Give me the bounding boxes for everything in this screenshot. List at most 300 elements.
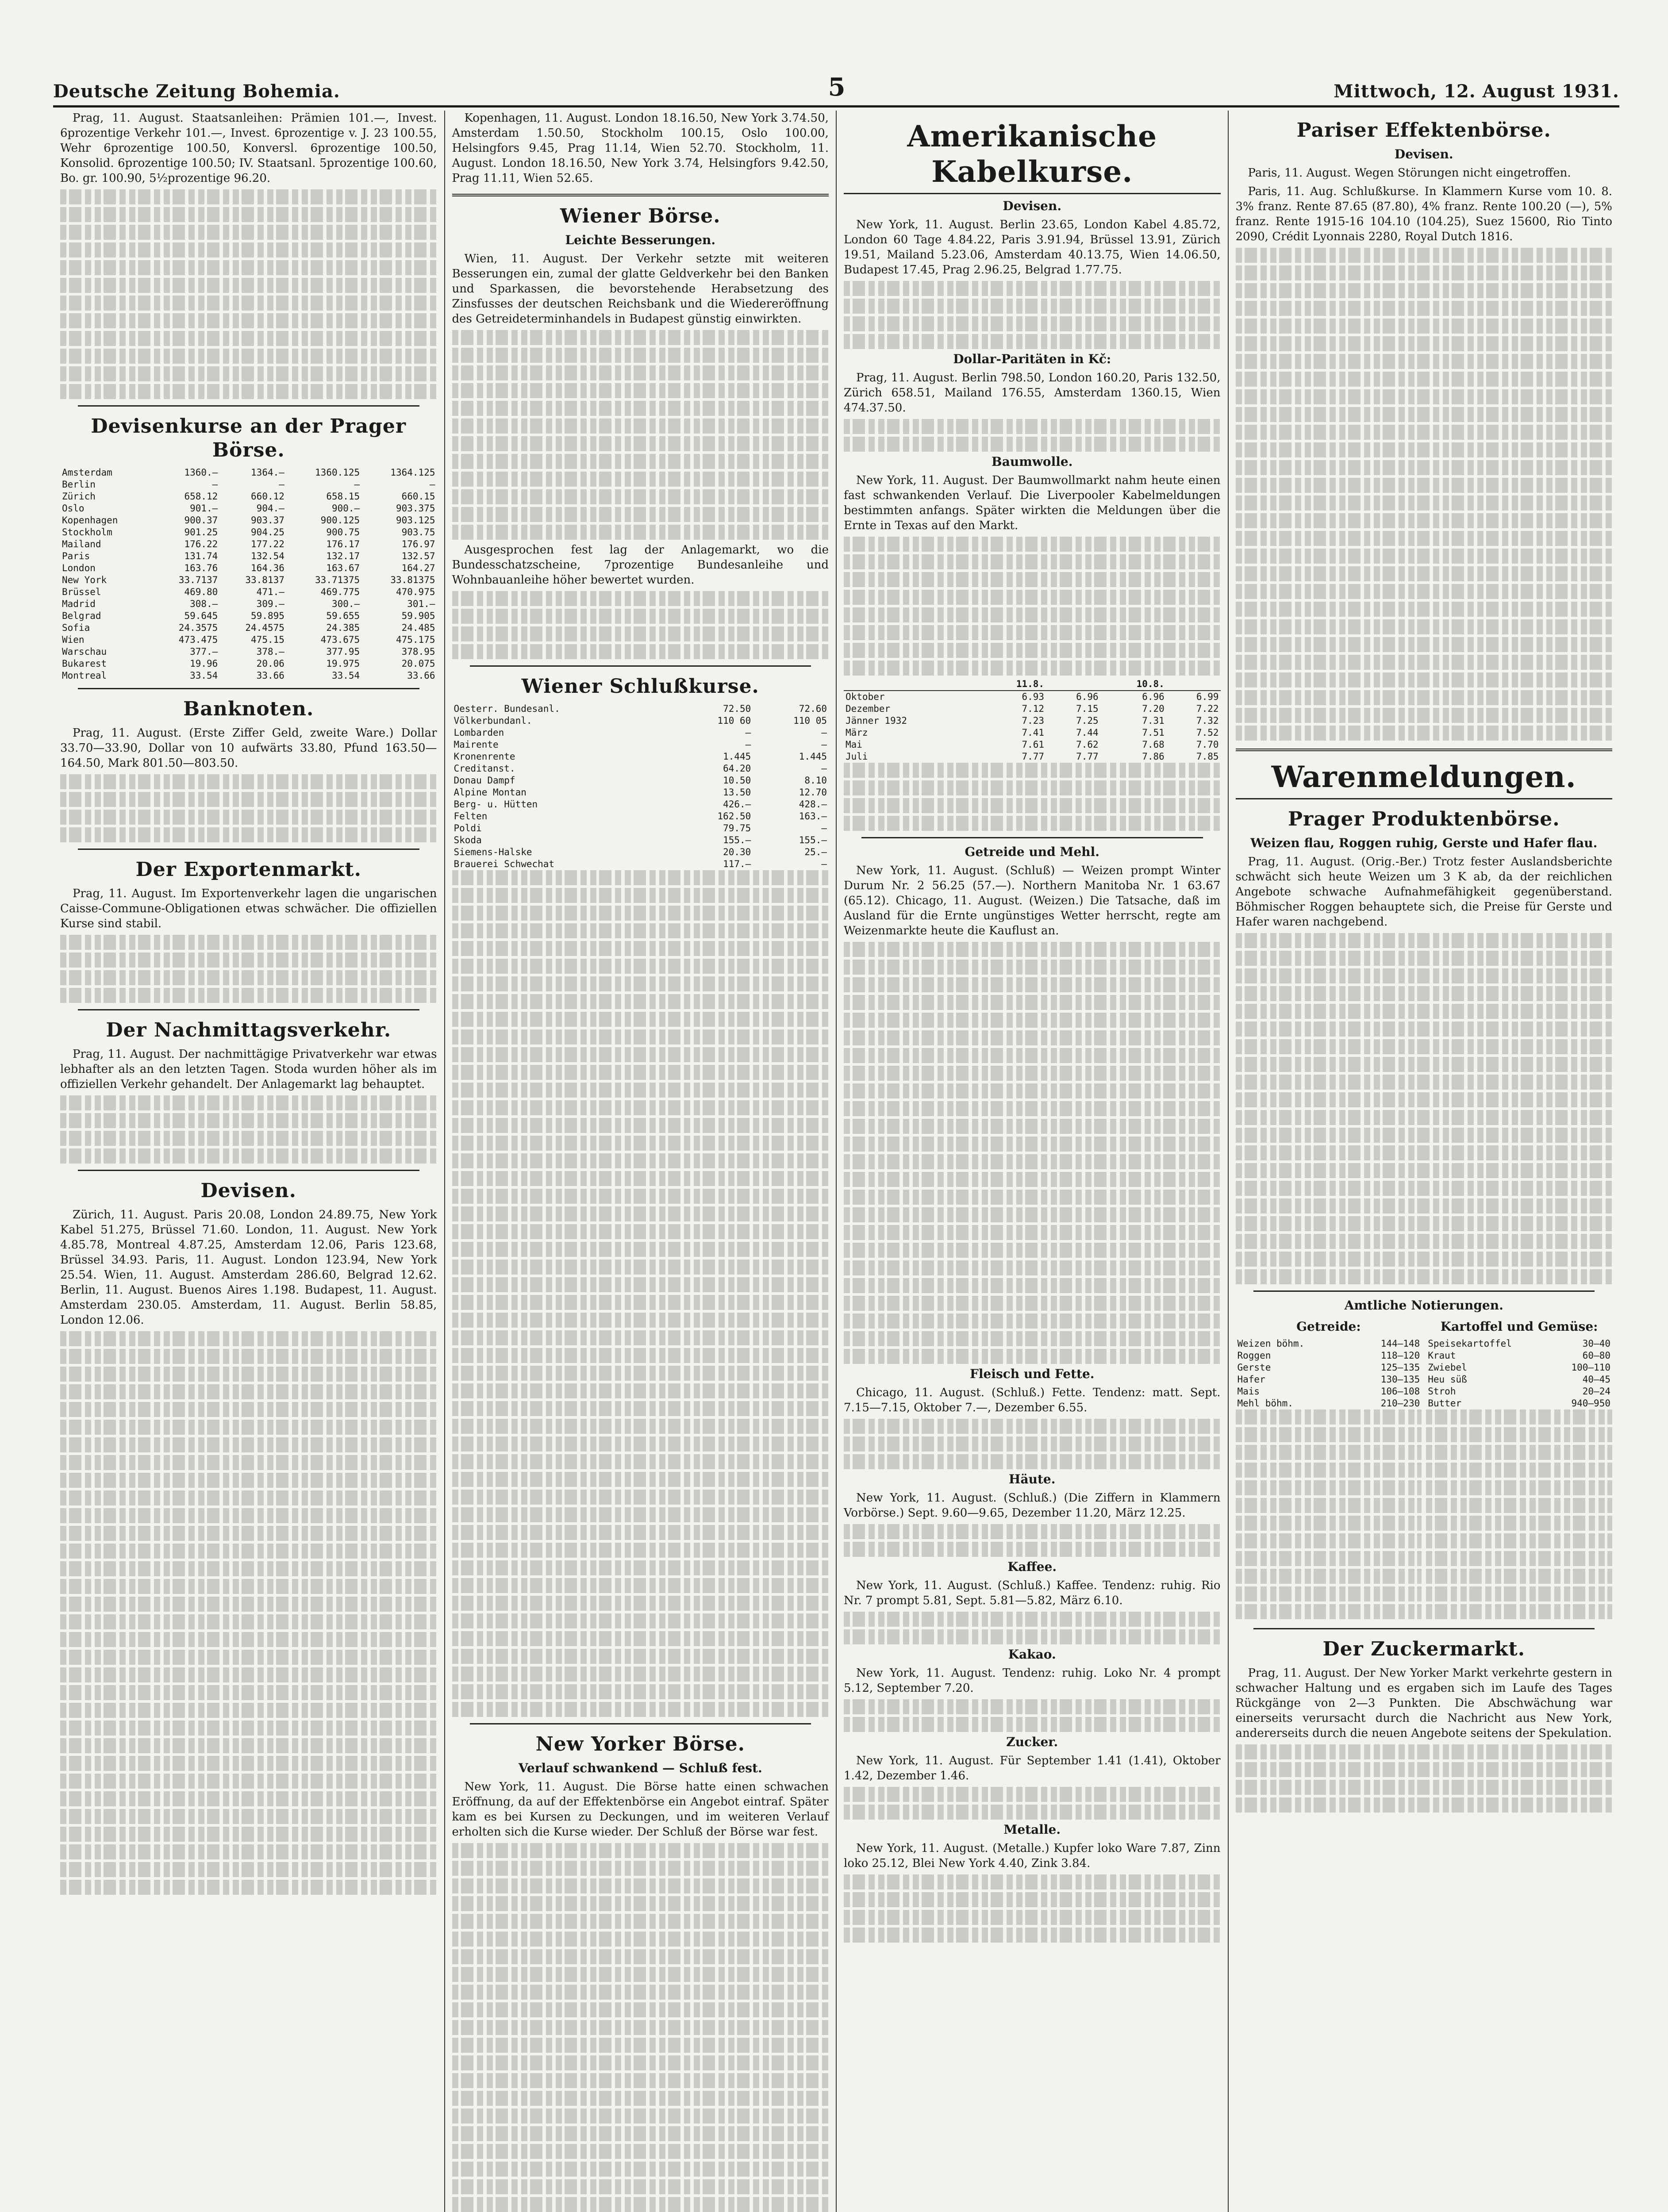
issue-date: Mittwoch, 12. August 1931. <box>1334 81 1619 102</box>
devisen-row <box>60 574 437 586</box>
row-value: 308.— <box>190 599 218 609</box>
row-value: 12.70 <box>799 787 827 798</box>
row-value: 164.36 <box>251 563 284 573</box>
cotton-header-row: 11.8. 10.8. <box>844 678 1221 691</box>
row-label: Mai <box>846 739 862 750</box>
schlusskurs-row <box>452 858 829 870</box>
wiener-boerse-text: Wien, 11. August. Der Verkehr setzte mit weiteren Besserungen ein, zumal der glatte Geldverkehr bei den Banken und Sparkassen, die bevorstehende Herabsetzung des Zinsfusses der deutschen Reichsbank und die Wiedereröffnung des Getreideterminhandels in Budapest günstig einwirkten. <box>452 252 829 326</box>
row-value: 475.175 <box>396 634 435 645</box>
schlusskurs-row <box>452 846 829 858</box>
devisen-row <box>60 622 437 634</box>
devisen-row <box>60 526 437 538</box>
row-label: Sofia <box>62 622 90 633</box>
amtliche-notierungen-title: Amtliche Notierungen. <box>1344 1298 1503 1313</box>
row-label: Oslo <box>62 503 85 514</box>
row-value: 59.905 <box>401 611 435 621</box>
schlusskurs-row <box>452 775 829 787</box>
row-label: Roggen <box>1237 1350 1271 1361</box>
row-value: 1364.— <box>251 467 284 478</box>
exportenmarkt-title: Der Exportenmarkt. <box>135 858 361 881</box>
row-value: 19.975 <box>326 658 360 669</box>
row-label: Paris <box>62 551 90 561</box>
devisen-row <box>60 610 437 622</box>
wiener-schlusskurse-title: Wiener Schlußkurse. <box>521 675 759 698</box>
fleisch-text: Chicago, 11. August. (Schluß.) Fette. Tendenz: matt. Sept. 7.15—7.15, Oktober 7.—, Dezember 6.55. <box>844 1386 1221 1414</box>
row-value: 72.60 <box>799 703 827 714</box>
notierung-row <box>1426 1374 1612 1386</box>
row-value: 33.54 <box>331 670 360 681</box>
notierung-row <box>1236 1398 1422 1409</box>
row-value: 7.68 <box>1142 739 1165 750</box>
produktenboerse-text: Prag, 11. August. (Orig.-Ber.) Trotz fester Auslandsberichte schwächt sich heute Weizen um 3 K ab, da der reichlichen Angebote schwache Aufnahmefähigkeit gegenüberstand. Böhmischer Roggen behauptete sich, die Preise für Gerste und Hafer waren nachgebend. <box>1235 855 1612 929</box>
row-label: Stockholm <box>62 527 112 538</box>
devisen-row <box>60 550 437 562</box>
row-value: 25.— <box>804 847 827 857</box>
row-value: — <box>279 479 284 490</box>
row-label: Zwiebel <box>1428 1362 1467 1373</box>
getreide-table <box>1236 1338 1422 1409</box>
zucker-text: New York, 11. August. Für September 1.41 (1.41), Oktober 1.42, Dezember 1.46. <box>844 1754 1221 1782</box>
row-value: 377.95 <box>326 646 360 657</box>
row-value: 7.86 <box>1142 751 1165 762</box>
row-value: 7.23 <box>1022 715 1045 726</box>
row-value: 33.71375 <box>315 575 360 585</box>
row-value: 658.12 <box>184 491 218 502</box>
row-value: 301.— <box>407 599 435 609</box>
pariser-devisen-subtitle: Devisen. <box>1394 147 1453 161</box>
notierung-row <box>1236 1386 1422 1398</box>
row-value: 13.50 <box>723 787 751 798</box>
pariser-text: Paris, 11. August. Wegen Störungen nicht eingetroffen. <box>1248 166 1571 180</box>
schlusskurs-row <box>452 834 829 846</box>
row-value: 72.50 <box>723 703 751 714</box>
schlusskurs-row <box>452 751 829 763</box>
kabel-devisen-subtitle: Devisen. <box>1003 199 1062 213</box>
row-value: 6.96 <box>1142 691 1165 702</box>
row-value: 30—40 <box>1582 1338 1610 1349</box>
notierung-row <box>1236 1338 1422 1350</box>
row-value: 7.61 <box>1022 739 1045 750</box>
row-value: — <box>821 739 827 750</box>
row-value: 7.12 <box>1022 703 1045 714</box>
devisen-title: Devisen. <box>200 1179 296 1202</box>
wiener-schlusskurse-table <box>452 703 829 870</box>
row-value: 7.25 <box>1076 715 1099 726</box>
row-value: 163.— <box>799 811 827 822</box>
row-value: 33.81375 <box>390 575 435 585</box>
row-value: 7.32 <box>1196 715 1219 726</box>
column-4 <box>1229 111 1620 2212</box>
metalle-text: New York, 11. August. (Metalle.) Kupfer loko Ware 7.87, Zinn loko 25.12, Blei New York 4.40, Zink 3.84. <box>844 1842 1221 1870</box>
row-value: 426.— <box>723 799 751 810</box>
devisen-row <box>60 634 437 646</box>
devisen-text: Zürich, 11. August. Paris 20.08, London 24.89.75, New York Kabel 51.275, Brüssel 71.60. London, 11. August. New York 4.85.78, Montreal 4.87.25, Amsterdam 12.06, Paris 123.68, Brüssel 34.93. Paris, 11. August. London 123.94, New York 25.54. Wien, 11. August. Amsterdam 286.60, Belgrad 12.62. Berlin, 11. August. Buenos Aires 1.198. Budapest, 11. August. Amsterdam 230.05. Amsterdam, 11. August. Berlin 58.85, London 12.06. <box>60 1208 437 1327</box>
row-value: 7.70 <box>1196 739 1219 750</box>
row-value: 155.— <box>799 835 827 845</box>
row-label: Kraut <box>1428 1350 1456 1361</box>
kartoffel-heading: Kartoffel und Gemüse: <box>1440 1319 1598 1334</box>
row-value: 132.57 <box>401 551 435 561</box>
row-value: 24.3575 <box>178 622 218 633</box>
row-value: 33.7137 <box>178 575 218 585</box>
row-label: Jänner 1932 <box>846 715 907 726</box>
row-value: 176.97 <box>401 539 435 549</box>
row-label: Oktober <box>846 691 885 702</box>
pariser-text-2: Paris, 11. Aug. Schlußkurse. In Klammern Kurse vom 10. 8. 3% franz. Rente 87.65 (87.80), 4% franz. Rente 100.20 (—), 5% franz. Rente 1915-16 104.10 (104.25), Suez 15600, Rio Tinto 2090, Crédit Lyonnais 2280, Royal Dutch 1816. <box>1235 185 1612 243</box>
row-label: Oesterr. Bundesanl. <box>454 703 560 714</box>
nachmittag-text: Prag, 11. August. Der nachmittägige Privatverkehr war etwas lebhafter als an den letzten Tagen. Stoda wurden höher als im offiziellen Verkehr gehandelt. Der Anlagemarkt lag behauptet. <box>60 1048 437 1091</box>
row-value: 176.22 <box>184 539 218 549</box>
devisenkurse-table <box>60 467 437 682</box>
row-value: 940—950 <box>1571 1398 1610 1409</box>
row-value: 24.385 <box>326 622 360 633</box>
column-3 <box>837 111 1229 2212</box>
column-2 <box>445 111 837 2212</box>
row-value: 903.375 <box>396 503 435 514</box>
row-value: 300.— <box>331 599 360 609</box>
row-value: 7.22 <box>1196 703 1219 714</box>
row-label: Creditanst. <box>454 763 515 774</box>
row-value: 900.75 <box>326 527 360 538</box>
wiener-boerse-subtitle: Leichte Besserungen. <box>565 233 716 247</box>
row-label: Siemens-Halske <box>454 847 532 857</box>
paper-title: Deutsche Zeitung Bohemia. <box>53 81 340 102</box>
row-value: 378.95 <box>401 646 435 657</box>
row-value: 60—80 <box>1582 1350 1610 1361</box>
baumwolle-text: New York, 11. August. Der Baumwollmarkt nahm heute einen fast schwankenden Verlauf. Die Liverpooler Kabelmeldungen bestimmten anfangs. Später wirkten die Meldungen über die Ernte in Texas auf den Markt. <box>844 474 1221 532</box>
row-value: — <box>821 823 827 833</box>
row-value: 903.37 <box>251 515 284 526</box>
cotton-row <box>844 715 1221 727</box>
row-value: 59.895 <box>251 611 284 621</box>
row-value: 130—135 <box>1380 1374 1420 1385</box>
row-value: 904.— <box>256 503 284 514</box>
haeute-subtitle: Häute. <box>1009 1472 1056 1486</box>
row-label: Speisekartoffel <box>1428 1338 1512 1349</box>
row-value: 100—110 <box>1571 1362 1610 1373</box>
row-label: Wien <box>62 634 85 645</box>
row-label: Brauerei Schwechat <box>454 859 555 869</box>
kopenhagen-text: Kopenhagen, 11. August. London 18.16.50, New York 3.74.50, Amsterdam 1.50.50, Stockholm 100.15, Oslo 100.00, Helsingfors 9.45, Prag 11.14, Wien 52.70. Stockholm, 11. August. London 18.16.50, New York 3.74, Helsingfors 9.42.50, Prag 11.11, Wien 52.65. <box>452 111 829 185</box>
row-value: 40—45 <box>1582 1374 1610 1385</box>
row-label: Lombarden <box>454 727 504 738</box>
row-value: 117.— <box>723 859 751 869</box>
row-label: Belgrad <box>62 611 101 621</box>
row-value: 118—120 <box>1380 1350 1420 1361</box>
row-value: 658.15 <box>326 491 360 502</box>
notierung-row <box>1426 1350 1612 1362</box>
notierung-row <box>1426 1386 1612 1398</box>
row-value: 164.27 <box>401 563 435 573</box>
row-value: 131.74 <box>184 551 218 561</box>
row-value: — <box>745 739 751 750</box>
row-value: 660.15 <box>401 491 435 502</box>
row-value: 155.— <box>723 835 751 845</box>
schlusskurs-row <box>452 739 829 751</box>
row-label: Juli <box>846 751 868 762</box>
cotton-row <box>844 703 1221 715</box>
row-value: 6.99 <box>1196 691 1219 702</box>
row-value: 163.67 <box>326 563 360 573</box>
row-value: 901.— <box>190 503 218 514</box>
notierung-row <box>1236 1350 1422 1362</box>
row-value: 475.15 <box>251 634 284 645</box>
kabelkurse-title: Amerikanische Kabelkurse. <box>844 119 1221 194</box>
row-label: Madrid <box>62 599 96 609</box>
notierung-row <box>1236 1362 1422 1374</box>
row-label: Mais <box>1237 1386 1260 1397</box>
devisen-row <box>60 491 437 503</box>
schlusskurs-row <box>452 799 829 810</box>
dollar-paritaeten-text: Prag, 11. August. Berlin 798.50, London 160.20, Paris 132.50, Zürich 658.51, Mailand 176.55, Amsterdam 1360.15, Wien 474.37.50. <box>844 371 1221 415</box>
row-value: 64.20 <box>723 763 751 774</box>
notierung-row <box>1426 1338 1612 1350</box>
schlusskurs-row <box>452 822 829 834</box>
produktenboerse-title: Prager Produktenbörse. <box>1288 808 1560 830</box>
row-value: 110 60 <box>717 715 751 726</box>
devisen-row <box>60 503 437 515</box>
row-value: 7.52 <box>1196 727 1219 738</box>
devisen-row <box>60 646 437 658</box>
row-label: Gerste <box>1237 1362 1271 1373</box>
row-label: Butter <box>1428 1398 1462 1409</box>
devisen-row <box>60 515 437 526</box>
row-label: Weizen böhm. <box>1237 1338 1305 1349</box>
schlusskurs-row <box>452 715 829 727</box>
produktenboerse-subtitle: Weizen flau, Roggen ruhig, Gerste und Hafer flau. <box>1250 836 1598 850</box>
schlusskurs-row <box>452 810 829 822</box>
fleisch-subtitle: Fleisch und Fette. <box>969 1367 1095 1381</box>
notierung-row <box>1236 1374 1422 1386</box>
row-value: 8.10 <box>804 775 827 786</box>
kaffee-text: New York, 11. August. (Schluß.) Kaffee. Tendenz: ruhig. Rio Nr. 7 prompt 5.81, Sept. 5.81—5.82, März 6.10. <box>844 1579 1221 1607</box>
row-label: Zürich <box>62 491 96 502</box>
row-value: 132.54 <box>251 551 284 561</box>
row-value: 428.— <box>799 799 827 810</box>
row-value: 471.— <box>256 587 284 597</box>
baumwolle-subtitle: Baumwolle. <box>992 454 1073 469</box>
kaffee-subtitle: Kaffee. <box>1007 1559 1057 1574</box>
getreide-heading: Getreide: <box>1296 1319 1361 1334</box>
row-value: 903.125 <box>396 515 435 526</box>
row-value: 125—135 <box>1380 1362 1420 1373</box>
row-value: 177.22 <box>251 539 284 549</box>
row-label: Warschau <box>62 646 107 657</box>
row-label: Kopenhagen <box>62 515 118 526</box>
row-value: 6.96 <box>1076 691 1099 702</box>
row-value: 24.485 <box>401 622 435 633</box>
row-value: 6.93 <box>1022 691 1045 702</box>
row-value: 900.125 <box>320 515 360 526</box>
row-value: 20—24 <box>1582 1386 1610 1397</box>
row-label: Poldi <box>454 823 482 833</box>
row-value: 20.30 <box>723 847 751 857</box>
row-value: 1.445 <box>723 751 751 762</box>
row-value: 59.645 <box>184 611 218 621</box>
row-label: Berlin <box>62 479 96 490</box>
row-label: Hafer <box>1237 1374 1265 1385</box>
row-value: 470.975 <box>396 587 435 597</box>
page-number: 5 <box>828 73 846 102</box>
row-label: Mairente <box>454 739 499 750</box>
row-label: Stroh <box>1428 1386 1456 1397</box>
notierung-row <box>1426 1398 1612 1409</box>
cotton-row <box>844 751 1221 763</box>
row-value: 7.20 <box>1142 703 1165 714</box>
devisen-row <box>60 670 437 682</box>
row-value: — <box>745 727 751 738</box>
row-value: 473.475 <box>178 634 218 645</box>
schlusskurs-row <box>452 787 829 799</box>
row-value: 7.77 <box>1076 751 1099 762</box>
row-value: 1360.125 <box>315 467 360 478</box>
row-label: Völkerbundanl. <box>454 715 532 726</box>
nachmittag-title: Der Nachmittagsverkehr. <box>106 1019 392 1041</box>
row-label: London <box>62 563 96 573</box>
row-value: 7.62 <box>1076 739 1099 750</box>
row-value: 7.85 <box>1196 751 1219 762</box>
row-value: 20.075 <box>401 658 435 669</box>
kartoffel-table <box>1426 1338 1612 1409</box>
exportenmarkt-text: Prag, 11. August. Im Exportenverkehr lagen die ungarischen Caisse-Commune-Obligationen etwas schwächer. Die offiziellen Kurse sind stabil. <box>60 887 437 930</box>
row-value: 7.44 <box>1076 727 1099 738</box>
row-value: 900.— <box>331 503 360 514</box>
row-value: 59.655 <box>326 611 360 621</box>
row-value: 904.25 <box>251 527 284 538</box>
row-value: 7.31 <box>1142 715 1165 726</box>
row-value: 33.66 <box>407 670 435 681</box>
row-value: 469.775 <box>320 587 360 597</box>
devisen-row <box>60 586 437 598</box>
column-1 <box>53 111 445 2212</box>
row-value: — <box>429 479 435 490</box>
masthead <box>53 66 1619 108</box>
row-value: 900.37 <box>184 515 218 526</box>
row-value: 33.66 <box>256 670 284 681</box>
schlusskurs-row <box>452 703 829 715</box>
cotton-row <box>844 727 1221 739</box>
row-label: Dezember <box>846 703 891 714</box>
baumwolle-table <box>844 678 1221 763</box>
row-value: 901.25 <box>184 527 218 538</box>
row-label: Skoda <box>454 835 482 845</box>
row-value: 20.06 <box>256 658 284 669</box>
columns <box>53 111 1619 2212</box>
row-value: 7.51 <box>1142 727 1165 738</box>
cotton-row <box>844 739 1221 751</box>
row-value: 7.15 <box>1076 703 1099 714</box>
zuckermarkt-title: Der Zuckermarkt. <box>1322 1638 1526 1660</box>
wiener-boerse-text-2: Ausgesprochen fest lag der Anlagemarkt, wo die Bundesschatzscheine, 7prozentige Bundesanleihe und Wohnbauanleihe höher bewertet wurden. <box>452 543 829 587</box>
row-value: 1.445 <box>799 751 827 762</box>
row-value: 33.54 <box>190 670 218 681</box>
schlusskurs-row <box>452 763 829 775</box>
row-label: Mehl böhm. <box>1237 1398 1293 1409</box>
row-label: Heu süß <box>1428 1374 1467 1385</box>
row-label: Kronenrente <box>454 751 515 762</box>
haeute-text: New York, 11. August. (Schluß.) (Die Ziffern in Klammern Vorbörse.) Sept. 9.60—9.65, Dezember 11.20, März 12.25. <box>844 1491 1221 1520</box>
row-value: 1360.— <box>184 467 218 478</box>
devisenkurse-title: Devisenkurse an der Prager Börse. <box>91 415 407 461</box>
row-value: 163.76 <box>184 563 218 573</box>
row-value: 473.675 <box>320 634 360 645</box>
schlusskurs-row <box>452 727 829 739</box>
devisen-row <box>60 598 437 610</box>
row-value: 10.50 <box>723 775 751 786</box>
row-value: 144—148 <box>1380 1338 1420 1349</box>
kakao-subtitle: Kakao. <box>1008 1647 1056 1662</box>
zuckermarkt-text: Prag, 11. August. Der New Yorker Markt verkehrte gestern in schwacher Haltung und es ergaben sich im Laufe des Tages Rückgänge von 2—3 Punkten. Die Abschwächung war einerseits verursacht durch die Nachricht aus New York, andererseits durch die neuen Angebote seitens der Spekulation. <box>1235 1667 1612 1740</box>
getreide-subtitle: Getreide und Mehl. <box>965 845 1100 859</box>
devisen-row <box>60 658 437 670</box>
dollar-paritaeten-subtitle: Dollar-Paritäten in Kč: <box>953 352 1111 366</box>
prague-bonds-text: Prag, 11. August. Staatsanleihen: Prämien 101.—, Invest. 6prozentige Verkehr 101.—, Invest. 6prozentige v. J. 23 100.55, Wehr 6prozentige 100.50, Konversl. 6prozentige 100.50, Konsolid. 6prozentige 100.50; IV. Staatsanl. 5prozentige 100.60, Bo. gr. 100.90, 5½prozentige 96.20. <box>60 111 437 185</box>
row-label: Mailand <box>62 539 101 549</box>
row-value: 132.17 <box>326 551 360 561</box>
row-value: 377.— <box>190 646 218 657</box>
devisen-row <box>60 479 437 491</box>
row-label: New York <box>62 575 107 585</box>
warenmeldungen-title: Warenmeldungen. <box>1236 759 1613 799</box>
row-value: 110 05 <box>793 715 827 726</box>
cotton-row <box>844 691 1221 703</box>
row-value: 162.50 <box>717 811 751 822</box>
row-value: 7.41 <box>1022 727 1045 738</box>
row-label: Donau Dampf <box>454 775 515 786</box>
zucker-subtitle: Zucker. <box>1006 1735 1058 1749</box>
banknoten-title: Banknoten. <box>183 698 314 720</box>
row-value: 469.80 <box>184 587 218 597</box>
kakao-text: New York, 11. August. Tendenz: ruhig. Loko Nr. 4 prompt 5.12, September 7.20. <box>844 1667 1221 1695</box>
row-label: Berg- u. Hütten <box>454 799 538 810</box>
devisen-row <box>60 538 437 550</box>
row-value: 660.12 <box>251 491 284 502</box>
getreide-text: New York, 11. August. (Schluß) — Weizen prompt Winter Durum Nr. 2 56.25 (57.—). Northern Manitoba Nr. 1 63.67 (65.12). Chicago, 11. August. (Weizen.) Die Tatsache, daß im Ausland für die Ernte ungünstiges Wetter herrscht, regte am Weizenmarkte heute die Kauflust an. <box>844 864 1221 937</box>
kabel-devisen-text: New York, 11. August. Berlin 23.65, London Kabel 4.85.72, London 60 Tage 4.84.22, Paris 3.91.94, Brüssel 13.91, Zürich 19.51, Mailand 5.23.06, Amsterdam 40.13.75, Wien 14.06.50, Budapest 17.45, Prag 2.96.25, Belgrad 1.77.75. <box>844 218 1221 276</box>
newyork-boerse-text: New York, 11. August. Die Börse hatte einen schwachen Eröffnung, da auf der Effektenbörse ein Angebot eintraf. Später kam es bei Kursen zu Deckungen, und im weiteren Verlauf erholten sich die Kurse wieder. Der Schluß der Börse war fest. <box>452 1780 829 1839</box>
row-value: 1364.125 <box>390 467 435 478</box>
row-value: 903.75 <box>401 527 435 538</box>
row-label: Felten <box>454 811 488 822</box>
devisen-row <box>60 467 437 479</box>
row-label: Alpine Montan <box>454 787 527 798</box>
newyork-boerse-subtitle: Verlauf schwankend — Schluß fest. <box>518 1761 762 1775</box>
row-label: Montreal <box>62 670 107 681</box>
row-label: März <box>846 727 868 738</box>
metalle-subtitle: Metalle. <box>1003 1822 1061 1837</box>
devisen-row <box>60 562 437 574</box>
row-value: — <box>821 859 827 869</box>
row-label: Brüssel <box>62 587 101 597</box>
row-label: Amsterdam <box>62 467 112 478</box>
banknoten-text: Prag, 11. August. (Erste Ziffer Geld, zweite Ware.) Dollar 33.70—33.90, Dollar von 10 aufwärts 33.80, Pfund 163.50—164.50, Mark 801.50—803.50. <box>60 726 437 770</box>
wiener-boerse-title: Wiener Börse. <box>560 205 721 227</box>
row-value: 176.17 <box>326 539 360 549</box>
row-value: 309.— <box>256 599 284 609</box>
notierung-row <box>1426 1362 1612 1374</box>
notierungen-columns <box>1236 1317 1613 1622</box>
row-value: 79.75 <box>723 823 751 833</box>
row-value: 210—230 <box>1380 1398 1420 1409</box>
row-label: Bukarest <box>62 658 107 669</box>
row-value: 19.96 <box>190 658 218 669</box>
row-value: 24.4575 <box>245 622 284 633</box>
row-value: — <box>354 479 360 490</box>
row-value: — <box>821 727 827 738</box>
row-value: 7.77 <box>1022 751 1045 762</box>
row-value: 378.— <box>256 646 284 657</box>
row-value: — <box>212 479 218 490</box>
